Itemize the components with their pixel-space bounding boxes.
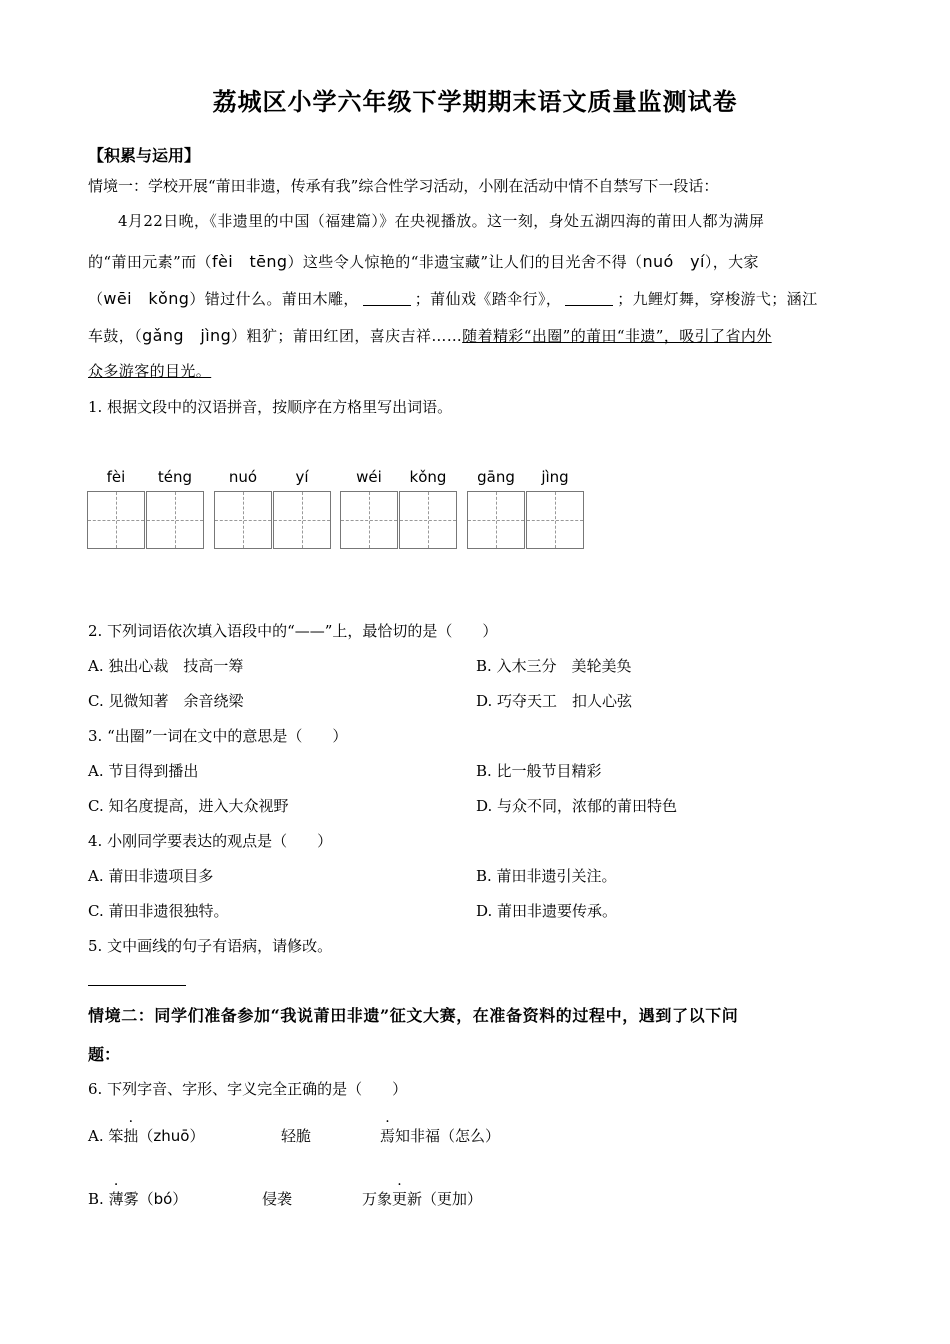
grid-pinyin-label: wéi: [356, 468, 382, 486]
passage-text: ），大家: [704, 253, 759, 271]
passage-text: 的“莆田元素”而（: [88, 253, 212, 271]
q2-option-a[interactable]: A. 独出心裁 技高一筹: [88, 657, 244, 675]
q6-option-a-word3: [380, 1125, 500, 1146]
dotted-char: 更: [392, 1190, 408, 1208]
grid-pinyin-label: yí: [295, 468, 309, 486]
passage-text: ；莆仙戏《踏伞行》，: [414, 290, 562, 308]
option-text: 雾: [123, 1190, 139, 1208]
writing-cell[interactable]: [146, 491, 204, 549]
q6-option-a-word2: 轻脆: [281, 1127, 312, 1145]
pinyin-feiteng: fèi tēng: [211, 252, 288, 271]
q2-stem: 2. 下列词语依次填入语段中的“——”上，最恰切的是（ ）: [88, 622, 498, 640]
writing-cell[interactable]: [87, 491, 145, 549]
q4-stem: 4. 小刚同学要表达的观点是（ ）: [88, 832, 333, 850]
section-heading: 【积累与运用】: [88, 146, 201, 165]
context2-line-1: 情境二：同学们准备参加“我说莆田非遗”征文大赛，在准备资料的过程中，遇到了以下问: [88, 1006, 739, 1025]
q3-option-d[interactable]: D. 与众不同，浓郁的莆田特色: [476, 797, 678, 815]
writing-cell[interactable]: [273, 491, 331, 549]
grid-pinyin-label: nuó: [228, 468, 258, 486]
q6-option-b[interactable]: [88, 1188, 187, 1209]
option-text: 万象: [362, 1190, 393, 1208]
dotted-char: 焉: [380, 1127, 396, 1145]
q3-stem: 3. “出圈”一词在文中的意思是（ ）: [88, 727, 348, 745]
q6-option-b-word3: [362, 1188, 482, 1209]
context1-intro: 情境一：学校开展“莆田非遗，传承有我”综合性学习活动，小刚在活动中情不自禁写下一段话：: [88, 177, 719, 195]
passage-text: ）错过什么。莆田木雕，: [189, 290, 359, 308]
dotted-char: 拙: [123, 1127, 139, 1145]
q4-option-a[interactable]: A. 莆田非遗项目多: [88, 867, 214, 885]
q4-option-d[interactable]: D. 莆田非遗要传承。: [476, 902, 618, 920]
q6-option-a[interactable]: [88, 1125, 204, 1146]
dotted-char: 薄: [108, 1190, 124, 1208]
option-text: A. 笨: [88, 1127, 124, 1145]
passage-line-3: [88, 286, 817, 309]
option-text: B.: [88, 1190, 109, 1208]
q6-option-b-word2: 侵袭: [262, 1190, 293, 1208]
option-text: 新（更加）: [407, 1190, 483, 1208]
writing-cell[interactable]: [340, 491, 398, 549]
passage-line-4: [88, 323, 772, 346]
fill-blank-2[interactable]: [565, 291, 613, 306]
q1-stem: 1. 根据文段中的汉语拼音，按顺序在方格里写出词语。: [88, 398, 453, 416]
q4-option-c[interactable]: C. 莆田非遗很独特。: [88, 902, 229, 920]
passage-text: （: [88, 290, 104, 308]
grid-pinyin-label: jìng: [541, 468, 569, 486]
passage-line-1: 4月22日晚，《非遗里的中国（福建篇）》在央视播放。这一刻，身处五湖四海的莆田人都为满屏: [118, 212, 765, 230]
grid-pinyin-label: téng: [157, 468, 193, 486]
option-pinyin: （zhuō）: [138, 1127, 205, 1145]
pinyin-gangjing: gǎng jìng: [142, 326, 232, 345]
q2-option-c[interactable]: C. 见微知著 余音绕梁: [88, 692, 244, 710]
q3-option-b[interactable]: B. 比一般节目精彩: [476, 762, 602, 780]
q2-option-d[interactable]: D. 巧夺天工 扣人心弦: [476, 692, 633, 710]
q3-option-a[interactable]: A. 节目得到播出: [88, 762, 199, 780]
writing-cell[interactable]: [399, 491, 457, 549]
grid-pinyin-label: kǒng: [409, 468, 447, 486]
answer-line[interactable]: [88, 985, 186, 986]
grid-pinyin-label: fèi: [106, 468, 126, 486]
passage-line-2: [88, 249, 759, 272]
writing-cell[interactable]: [214, 491, 272, 549]
writing-cell[interactable]: [467, 491, 525, 549]
writing-cell[interactable]: [526, 491, 584, 549]
q2-option-b[interactable]: B. 入木三分 美轮美奂: [476, 657, 632, 675]
option-text: 知非福（怎么）: [395, 1127, 501, 1145]
q6-stem: 6. 下列字音、字形、字义完全正确的是（ ）: [88, 1080, 408, 1098]
pinyin-weikong: wēi kǒng: [103, 289, 190, 308]
pinyin-nuoyi: nuó yí: [642, 252, 705, 271]
passage-text: ）粗犷；莆田红团，喜庆吉祥……: [231, 327, 463, 345]
page-title: 荔城区小学六年级下学期期末语文质量监测试卷: [212, 87, 738, 116]
q4-option-b[interactable]: B. 莆田非遗引关注。: [476, 867, 617, 885]
grid-pinyin-label: gāng: [477, 468, 515, 486]
underlined-sentence: 随着精彩“出圈”的莆田“非遗”，吸引了省内外: [462, 327, 772, 345]
context2-line-2: 题：: [88, 1045, 121, 1064]
passage-text: 车鼓，（: [88, 327, 143, 345]
passage-text: ；九鲤灯舞，穿梭游弋；涵江: [617, 290, 818, 308]
underlined-sentence-end: 众多游客的目光。: [88, 362, 212, 380]
q5-stem: 5. 文中画线的句子有语病，请修改。: [88, 937, 333, 955]
q3-option-c[interactable]: C. 知名度提高，进入大众视野: [88, 797, 289, 815]
fill-blank-1[interactable]: [363, 291, 411, 306]
passage-text: ）这些令人惊艳的“非遗宝藏”让人们的目光舍不得（: [287, 253, 643, 271]
option-pinyin: （bó）: [138, 1190, 188, 1208]
